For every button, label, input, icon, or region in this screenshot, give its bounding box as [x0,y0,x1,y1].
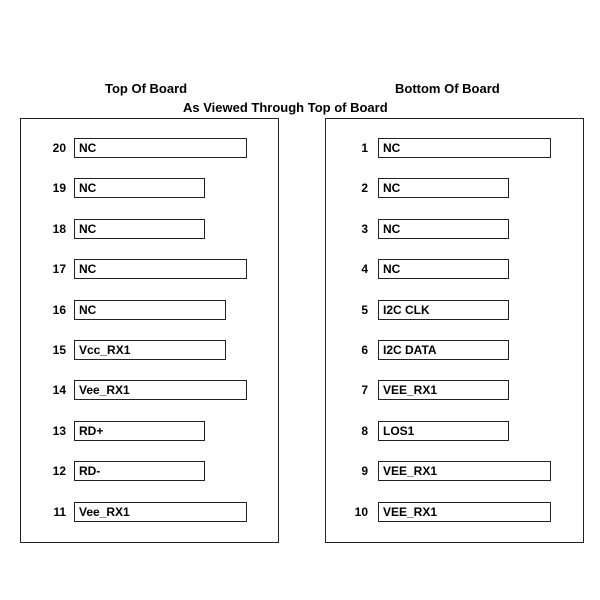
pin-label: LOS1 [378,421,509,441]
pin-number: 19 [52,181,66,195]
pin-number: 5 [361,303,368,317]
pin-label: I2C DATA [378,340,509,360]
pin-number: 3 [361,222,368,236]
pin-label: NC [74,259,247,279]
pin-number: 6 [361,343,368,357]
pin-number: 11 [53,505,66,519]
pin-number: 2 [361,181,368,195]
bottom-of-board-heading: Bottom Of Board [395,81,500,96]
pin-number: 14 [52,383,66,397]
pin-label: NC [378,138,551,158]
pin-number: 4 [361,262,368,276]
pin-number: 17 [52,262,66,276]
pin-number: 7 [361,383,368,397]
pin-number: 12 [52,464,66,478]
pin-number: 13 [52,424,66,438]
pin-number: 8 [361,424,368,438]
pin-label: NC [378,219,509,239]
pin-number: 9 [361,464,368,478]
pin-number: 20 [52,141,66,155]
pin-label: Vcc_RX1 [74,340,226,360]
pin-label: Vee_RX1 [74,380,247,400]
pin-label: NC [74,219,205,239]
pin-label: VEE_RX1 [378,461,551,481]
pin-number: 10 [354,505,368,519]
pin-label: NC [74,178,205,198]
pin-label: NC [74,300,226,320]
pin-number: 18 [52,222,66,236]
pin-label: NC [74,138,247,158]
viewed-through-caption: As Viewed Through Top of Board [183,100,388,115]
top-of-board-heading: Top Of Board [105,81,188,96]
pin-number: 16 [52,303,66,317]
pin-label: RD+ [74,421,205,441]
pin-label: RD- [74,461,205,481]
pin-label: Vee_RX1 [74,502,247,522]
pin-label: NC [378,259,509,279]
pin-label: VEE_RX1 [378,502,551,522]
pin-number: 1 [361,141,368,155]
pin-label: NC [378,178,509,198]
pin-label: I2C CLK [378,300,509,320]
pin-number: 15 [52,343,66,357]
pin-label: VEE_RX1 [378,380,509,400]
